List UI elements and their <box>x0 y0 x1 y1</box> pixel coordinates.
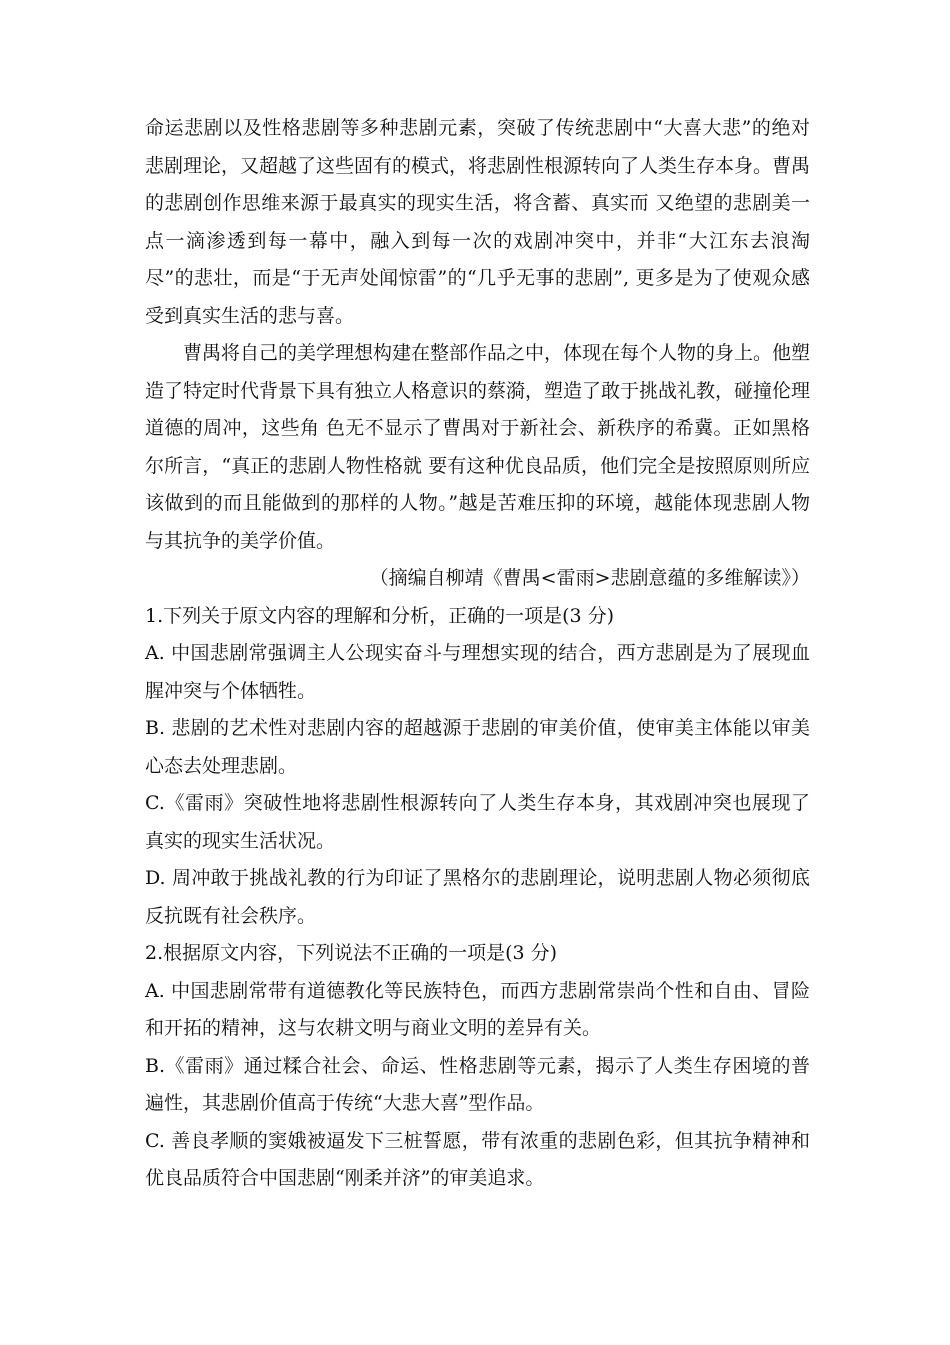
document-page <box>145 110 810 1198</box>
question-option-a: A. 中国悲剧常带有道德教化等民族特色，而西方悲剧常崇尚个性和自由、冒险和开拓的精神，这与农耕文明与商业文明的差异有关。 <box>145 979 810 1039</box>
question-option-a: A. 中国悲剧常强调主人公现实奋斗与理想实现的结合，西方悲剧是为了展现血腥冲突与个体牺牲。 <box>145 642 810 702</box>
question-option-b: B.《雷雨》通过糅合社会、命运、性格悲剧等元素，揭示了人类生存困境的普遍性，其悲剧价值高于传统“大悲大喜”型作品。 <box>145 1054 810 1114</box>
question-option-c: C. 善良孝顺的窦娥被逼发下三桩誓愿，带有浓重的悲剧色彩，但其抗争精神和优良品质符合中国悲剧“刚柔并济”的审美追求。 <box>145 1129 810 1189</box>
question-stem: 2.根据原文内容，下列说法不正确的一项是(3 分) <box>145 942 558 964</box>
question-option-d: D. 周冲敢于挑战礼教的行为印证了黑格尔的悲剧理论，说明悲剧人物必须彻底反抗既有社会秩序。 <box>145 867 810 927</box>
question-option-c: C.《雷雨》突破性地将悲剧性根源转向了人类生存本身，其戏剧冲突也展现了真实的现实生活状况。 <box>145 792 810 852</box>
article-paragraph-2: 曹禺将自己的美学理想构建在整部作品之中，体现在每个人物的身上。他塑造了特定时代背景下具有独立人格意识的蔡漪，塑造了敢于挑战礼教，碰撞伦理道德的周冲，这些角 色无不显示了曹禺对于新社会、新秩序的希冀。正如黑格尔所言，“真正的悲剧人物性格就 要有这种优良品质，他们完全是按照原则所应该做到的而且能做到的那样的人物。”越是苦难压抑的环境，越能体现悲剧人物与其抗争的美学价值。 <box>145 342 811 552</box>
article-paragraph-1: 命运悲剧以及性格悲剧等多种悲剧元素，突破了传统悲剧中“大喜大悲”的绝对悲剧理论，又超越了这些固有的模式，将悲剧性根源转向了人类生存本身。曹禺的悲剧创作思维来源于最真实的现实生活，将含蓄、真实而 又绝望的悲剧美一点一滴渗透到每一幕中，融入到每一次的戏剧冲突中，并非“大江东去浪淘尽”的悲壮，而是“于无声处闻惊雷”的“几乎无事的悲剧”, 更多是为了使观众感受到真实生活的悲与喜。 <box>145 117 811 327</box>
question-1 <box>145 598 810 936</box>
article-source: （摘编自柳靖《曹禺<雷雨>悲剧意蕴的多维解读》） <box>369 567 810 589</box>
question-stem: 1.下列关于原文内容的理解和分析，正确的一项是(3 分) <box>145 604 615 627</box>
question-2 <box>145 935 810 1198</box>
question-option-b: B. 悲剧的艺术性对悲剧内容的超越源于悲剧的审美价值，使审美主体能以审美心态去处理悲剧。 <box>145 717 810 777</box>
